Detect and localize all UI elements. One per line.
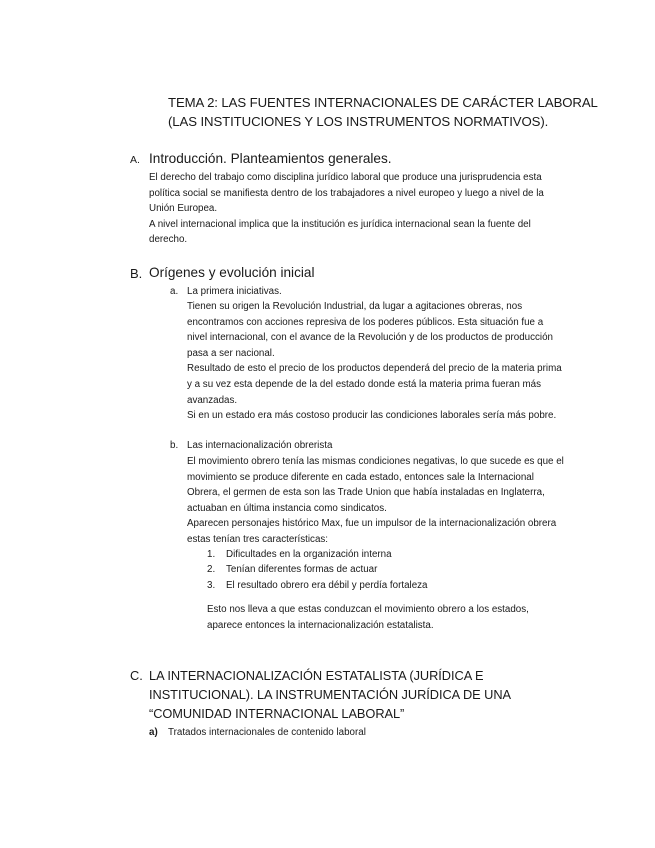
section-b-heading: Orígenes y evolución inicial [149,265,315,280]
subsection-b-paragraph-1: El movimiento obrero tenía las mismas condiciones negativas, lo que sucede es que el movimiento se produce diferente en cada estado, entonces sale la Internacional Obrera, el germen de esta son las Trade Union que había instaladas en Inglaterra, actuaban en última instancia como sindicatos. [187,456,564,514]
subsection-a-title: La primera iniciativas. [187,286,282,297]
section-c-heading-line-1: LA INTERNACIONALIZACIÓN ESTATALISTA (JURÍDICA E [149,668,484,683]
section-c-subsection-a-title: Tratados internacionales de contenido laboral [168,727,366,738]
list-item-text-1: Dificultades en la organización interna [226,549,392,560]
section-c-letter: C. [130,668,143,683]
list-item-text-3: El resultado obrero era débil y perdía fortaleza [226,580,428,591]
title-line-2: (LAS INSTITUCIONES Y LOS INSTRUMENTOS NORMATIVOS). [168,114,549,129]
subsection-b-title: Las internacionalización obrerista [187,440,333,451]
list-item-number-3: 3. [207,580,216,591]
subsection-a-marker: a. [170,286,179,297]
section-a-heading: Introducción. Planteamientos generales. [149,151,392,166]
list-item-text-2: Tenían diferentes formas de actuar [226,564,378,575]
document-title [168,93,608,131]
section-a-body [149,170,564,248]
section-c-heading-line-2: INSTITUCIONAL). LA INSTRUMENTACIÓN JURÍDICA DE UNA [149,686,512,702]
closing-text: Esto nos lleva a que estas conduzcan el movimiento obrero a los estados, aparece entonces la internacionalización estatalista. [207,604,529,631]
subsection-a-paragraph-2: Resultado de esto el precio de los productos dependerá del precio de la materia prima y a su vez esta depende de la del estado donde está la materia prima fueran más avanzadas. [187,363,562,406]
subsection-a-paragraph-3: Si en un estado era más costoso producir las condiciones laborales sería más pobre. [187,410,557,422]
subsection-a-paragraph-1: Tienen su origen la Revolución Industrial, da lugar a agitaciones obreras, nos encontramos con acciones represiva de los poderes públicos. Esta situación fue a nivel internacional, con el avance de la Revolución y de los productos de producción pasa a ser nacional. [187,301,553,359]
title-line-1: TEMA 2: LAS FUENTES INTERNACIONALES DE CARÁCTER LABORAL [168,95,598,110]
list-item-number-2: 2. [207,564,216,575]
subsection-a-body [187,299,564,424]
section-c-heading [149,667,599,704]
subsection-b-body [187,454,564,548]
subsection-b-marker: b. [170,440,179,451]
section-c-heading-line-3: “COMUNIDAD INTERNACIONAL LABORAL” [149,706,405,721]
subsection-b-paragraph-2: Aparecen personajes histórico Max, fue un impulsor de la internacionalización obrera estas tenían tres características: [187,518,557,545]
section-b-letter: B. [130,266,143,281]
section-c-subsection-a-marker: a) [149,727,158,738]
section-a-paragraph-2: A nivel internacional implica que la institución es jurídica internacional sean la fuente del derecho. [149,218,531,246]
closing-paragraph [207,602,559,633]
section-a-letter: A. [130,154,140,166]
section-a-paragraph-1: El derecho del trabajo como disciplina jurídico laboral que produce una jurisprudencia esta política social se manifiesta dentro de los trabajadores a nivel europeo y luego a nivel de la Unión Europea. [149,172,544,215]
list-item-number-1: 1. [207,549,216,560]
